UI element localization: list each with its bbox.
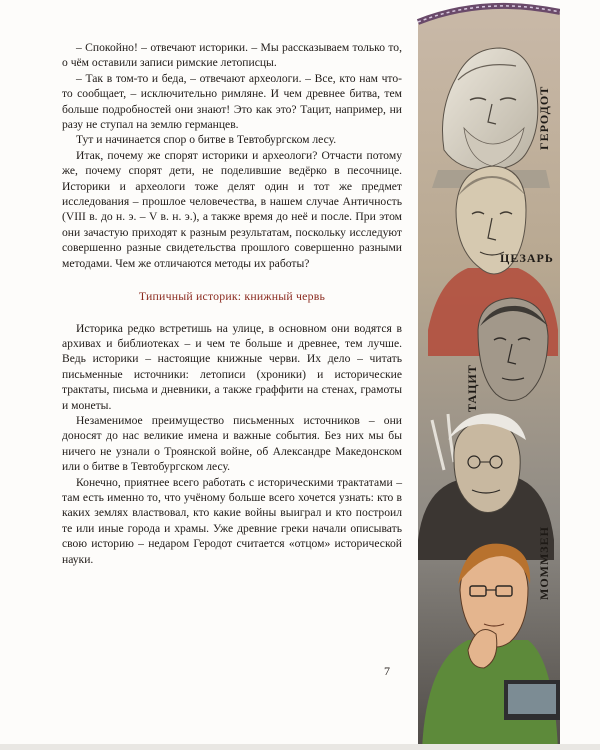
section-title: Типичный историк: книжный червь	[138, 289, 326, 304]
page-number: 7	[384, 664, 390, 678]
paragraph: Историка редко встретишь на улице, в основном они водятся в архивах и библиотеках – и чем те больше и древнее, тем лучше. Ведь историки – настоящие книжные черви. Их дело – читать письменные источники: летописи (хроники) и исторические трактаты, письма и дневники, а также граффити на стенах, грамоты и монеты.	[62, 321, 402, 412]
paragraph: – Спокойно! – отвечают историки. – Мы рассказываем только то, о чём оставили записи римские летописцы.	[62, 41, 402, 70]
paragraph: Конечно, приятнее всего работать с историческими трактатами – там есть именно то, что учёному больше всего хочется узнать: кто в каких землях властвовал, кто какие войны выиграл и кто построил те или иные города и храмы. Уже древние греки начали описывать свою историю – недаром Геродот считается «отцом» исторической науки.	[62, 475, 402, 566]
mommsen-label: МОММЗЕН	[537, 526, 551, 600]
tacitus-label: ТАЦИТ	[465, 364, 479, 412]
caesar-label: ЦЕЗАРЬ	[500, 251, 554, 265]
paragraph: Тут и начинается спор о битве в Тевтобургском лесу.	[76, 133, 337, 147]
bottom-divider	[0, 744, 600, 750]
paragraph: Итак, почему же спорят историки и археологи? Отчасти потому же, почему спорят дети, не поделившие ведёрко в песочнице. Историки и археологи тоже делят один и тот же предмет исследования – прошлое человечества, в нашем случае Античность (VIII в. до н. э. – V в. н. э.), а также время до неё и после. При этом они зачастую приходят к разным результатам, поскольку исследуют совершенно разные свидетельства прошлого совершенно разными методами. Чем же отличаются методы их работы?	[62, 148, 402, 270]
text-column	[62, 40, 402, 567]
paragraph: Незаменимое преимущество письменных источников – они доносят до нас великие имена и важные события. Без них мы бы ничего не узнали о Троянской войне, об Александре Македонском или о битве в Тевтобургском лесу.	[62, 413, 402, 474]
portraits-svg	[408, 0, 560, 750]
herodotus-label: ГЕРОДОТ	[537, 85, 551, 150]
portraits-illustration	[408, 0, 560, 750]
paragraph: – Так в том-то и беда, – отвечают археологи. – Все, кто нам что-то сообщает, – исключительно римляне. И чем древнее битва, тем больше подробностей они знают! Это как это? Тацит, например, ни разу не ступал на землю германцев.	[62, 71, 402, 132]
